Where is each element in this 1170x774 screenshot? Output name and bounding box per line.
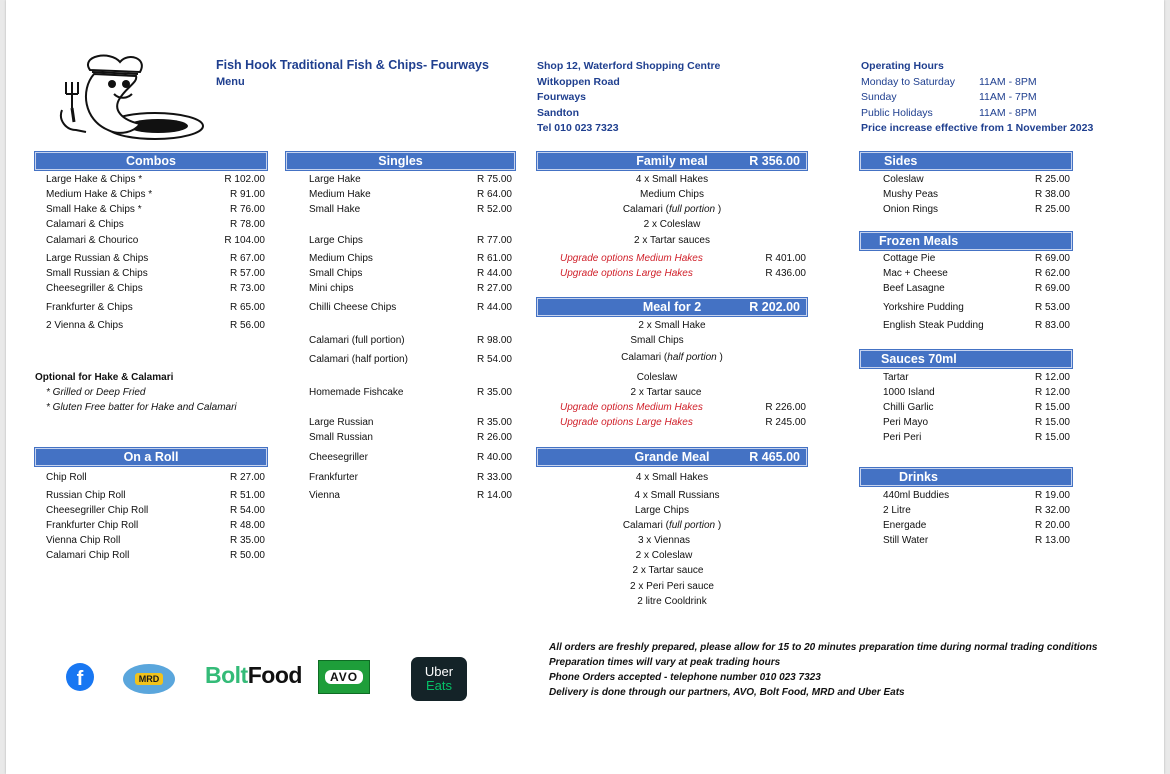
menu-item-price: R 51.00 [229,490,265,501]
meal-component: 2 x Tartar sauces [634,235,710,246]
meal-component-text: Calamari ( [621,352,668,363]
menu-item-price: R 54.00 [229,505,265,516]
upgrade-price: R 245.00 [765,417,806,428]
menu-item-name: Large Hake & Chips * [46,174,143,185]
order-note: Preparation times will vary at peak trading hours [549,657,781,668]
menu-item-price: R 83.00 [1034,320,1070,331]
menu-item-price: R 52.00 [476,204,512,215]
menu-item-name: English Steak Pudding [883,320,984,331]
menu-item-price: R 26.00 [476,432,512,443]
menu-item-price: R 15.00 [1034,417,1070,428]
menu-item-name: Calamari Chip Roll [46,550,130,561]
phone-line: Tel 010 023 7323 [537,122,619,134]
menu-item-name: 2 Vienna & Chips [46,320,124,331]
section-price: R 202.00 [749,300,800,314]
meal-component: Medium Chips [640,189,704,200]
menu-item-name: Mac + Cheese [883,268,948,279]
menu-item-price: R 12.00 [1034,387,1070,398]
meal-component: Large Chips [635,505,689,516]
menu-item-name: Energade [883,520,927,531]
menu-item-name: Chilli Garlic [883,402,934,413]
menu-item-name: Yorkshire Pudding [883,302,964,313]
menu-item-name: Vienna [309,490,340,501]
price-notice: Price increase effective from 1 November 2023 [861,122,1094,134]
address-line: Sandton [537,107,579,119]
menu-item-price: R 50.00 [229,550,265,561]
menu-item-name: Mini chips [309,283,354,294]
menu-item-name: Small Chips [309,268,363,279]
menu-item-price: R 76.00 [229,204,265,215]
mrd-logo-text: MRD [135,673,164,685]
menu-item-price: R 38.00 [1034,189,1070,200]
hours-time: 11AM - 8PM [979,107,1037,119]
menu-item-price: R 25.00 [1034,174,1070,185]
upgrade-option: Upgrade options Medium Hakes [560,253,703,264]
menu-item-price: R 33.00 [476,472,512,483]
menu-item-name: Coleslaw [883,174,924,185]
menu-item-price: R 35.00 [229,535,265,546]
menu-item-name: 1000 Island [883,387,935,398]
facebook-glyph: f [76,667,84,690]
menu-item-name: Cheesegriller & Chips [46,283,143,294]
meal-component: 2 x Coleslaw [643,219,701,230]
portion-close: ) [715,204,722,215]
menu-item-name: Frankfurter & Chips [46,302,133,313]
sauces-header [860,350,1072,368]
meal-component [537,352,807,364]
menu-item-price: R 61.00 [476,253,512,264]
hours-time: 11AM - 8PM [979,76,1037,88]
facebook-icon[interactable] [66,663,94,691]
menu-item-name: Calamari (full portion) [309,335,405,346]
menu-item-price: R 40.00 [476,452,512,463]
menu-item-name: Large Russian & Chips [46,253,149,264]
menu-item-price: R 35.00 [476,387,512,398]
meal-component: 3 x Viennas [637,535,691,546]
portion-note: full portion [668,520,716,531]
singles-header [286,152,515,170]
optional-note: * Gluten Free batter for Hake and Calamari [46,402,237,413]
menu-item-price: R 75.00 [476,174,512,185]
restaurant-title: Fish Hook Traditional Fish & Chips- Fourways [216,58,489,72]
meal-component: 2 x Tartar sauce [630,387,702,398]
menu-item-price: R 69.00 [1034,283,1070,294]
menu-item-name: Russian Chip Roll [46,490,126,501]
meal-component: 4 x Small Hakes [635,174,709,185]
meal-for-2-header [537,298,807,316]
menu-item-price: R 48.00 [229,520,265,531]
meal-component: 4 x Small Hakes [635,472,709,483]
menu-item-name: Small Russian [309,432,373,443]
menu-item-name: Vienna Chip Roll [46,535,121,546]
menu-item-price: R 78.00 [229,219,265,230]
section-title: Singles [378,154,423,168]
section-title: Sides [884,154,918,168]
menu-item-name: Beef Lasagne [883,283,945,294]
hours-time: 11AM - 7PM [979,91,1037,103]
food-text: Food [247,662,302,688]
menu-item-name: Small Russian & Chips [46,268,148,279]
portion-note: full portion [668,204,716,215]
menu-item-name: Homemade Fishcake [309,387,404,398]
section-price: R 356.00 [749,154,800,168]
menu-item-price: R 104.00 [224,235,265,246]
menu-item-name: Medium Hake & Chips * [46,189,153,200]
menu-item-price: R 53.00 [1034,302,1070,313]
menu-item-price: R 91.00 [229,189,265,200]
portion-close: ) [716,352,723,363]
menu-item-price: R 25.00 [1034,204,1070,215]
menu-item-price: R 102.00 [224,174,265,185]
meal-component: 2 x Coleslaw [635,550,693,561]
meal-component: 2 x Peri Peri sauce [630,581,714,592]
meal-component: 4 x Small Russians [634,490,720,501]
upgrade-option: Upgrade options Large Hakes [560,417,693,428]
upgrade-price: R 226.00 [765,402,806,413]
hours-day: Monday to Saturday [861,76,955,88]
menu-item-price: R 56.00 [229,320,265,331]
menu-item-price: R 57.00 [229,268,265,279]
menu-item-name: Tartar [883,372,909,383]
mrd-logo[interactable] [123,664,175,694]
menu-item-name: Medium Hake [309,189,371,200]
meal-component [537,520,807,532]
family-meal-header [537,152,807,170]
meal-component [537,204,807,216]
sides-header [860,152,1072,170]
menu-item-name: Calamari & Chips [46,219,124,230]
menu-item-name: Large Chips [309,235,363,246]
menu-item-price: R 62.00 [1034,268,1070,279]
section-title: Frozen Meals [879,234,959,248]
menu-item-name: Small Hake & Chips * [46,204,142,215]
menu-item-price: R 12.00 [1034,372,1070,383]
order-note: Delivery is done through our partners, AVO, Bolt Food, MRD and Uber Eats [549,687,905,698]
menu-item-name: 2 Litre [883,505,911,516]
menu-item-price: R 98.00 [476,335,512,346]
menu-item-price: R 14.00 [476,490,512,501]
meal-component-text: Calamari ( [622,204,669,215]
menu-item-name: Peri Peri [883,432,922,443]
address-line: Fourways [537,91,587,103]
menu-item-name: Chilli Cheese Chips [309,302,397,313]
order-note: Phone Orders accepted - telephone number 010 023 7323 [549,672,821,683]
menu-item-price: R 64.00 [476,189,512,200]
section-title: Sauces 70ml [881,352,957,366]
menu-page [6,0,1164,774]
chef-fish-logo [50,50,210,145]
menu-item-price: R 44.00 [476,302,512,313]
menu-item-name: 440ml Buddies [883,490,950,501]
meal-component: 2 litre Cooldrink [637,596,707,607]
menu-item-name: Large Hake [309,174,361,185]
menu-item-price: R 15.00 [1034,432,1070,443]
hours-day: Public Holidays [861,107,933,119]
menu-item-name: Calamari & Chourico [46,235,139,246]
menu-subtitle: Menu [216,76,245,88]
menu-item-name: Peri Mayo [883,417,929,428]
menu-item-name: Frankfurter [309,472,358,483]
menu-item-name: Onion Rings [883,204,939,215]
menu-item-price: R 35.00 [476,417,512,428]
menu-item-name: Cheesegriller [309,452,368,463]
menu-item-price: R 69.00 [1034,253,1070,264]
menu-item-price: R 77.00 [476,235,512,246]
menu-item-price: R 20.00 [1034,520,1070,531]
menu-item-price: R 54.00 [476,354,512,365]
menu-item-name: Cottage Pie [883,253,936,264]
menu-item-name: Large Russian [309,417,374,428]
hours-day: Sunday [861,91,897,103]
eats-text: Eats [425,678,452,693]
menu-item-price: R 27.00 [476,283,512,294]
section-title: Meal for 2 [642,300,702,314]
address-line: Witkoppen Road [537,76,620,88]
grande-meal-header [537,448,807,466]
order-note: All orders are freshly prepared, please allow for 15 to 20 minutes preparation time during normal trading conditions [549,642,1098,653]
meal-component-text: Calamari ( [622,520,669,531]
optional-note: * Grilled or Deep Fried [46,387,146,398]
section-title: On a Roll [123,450,179,464]
menu-item-name: Chip Roll [46,472,87,483]
upgrade-option: Upgrade options Large Hakes [560,268,693,279]
menu-item-name: Cheesegriller Chip Roll [46,505,149,516]
menu-item-name: Calamari (half portion) [309,354,408,365]
portion-close: ) [715,520,722,531]
operating-hours-title: Operating Hours [861,60,944,72]
upgrade-option: Upgrade options Medium Hakes [560,402,703,413]
menu-item-price: R 32.00 [1034,505,1070,516]
combos-header [35,152,267,170]
meal-component: Coleslaw [636,372,678,383]
avo-logo-text: AVO [325,670,363,684]
section-title: Grande Meal [634,450,710,464]
section-title: Drinks [899,470,938,484]
uber-text: Uber [424,664,454,679]
menu-item-price: R 67.00 [229,253,265,264]
menu-item-price: R 44.00 [476,268,512,279]
menu-item-price: R 19.00 [1034,490,1070,501]
bolt-text: Bolt [205,662,248,688]
menu-item-name: Still Water [883,535,929,546]
uber-eats-logo[interactable] [411,657,467,701]
bolt-food-logo[interactable] [205,662,302,689]
meal-component: 2 x Small Hake [638,320,706,331]
menu-item-price: R 73.00 [229,283,265,294]
section-price: R 465.00 [749,450,800,464]
menu-item-name: Frankfurter Chip Roll [46,520,139,531]
meal-component: Small Chips [630,335,684,346]
upgrade-price: R 401.00 [765,253,806,264]
menu-item-price: R 65.00 [229,302,265,313]
drinks-header [860,468,1072,486]
on-a-roll-header [35,448,267,466]
section-title: Family meal [636,154,708,168]
menu-item-price: R 13.00 [1034,535,1070,546]
upgrade-price: R 436.00 [765,268,806,279]
avo-logo[interactable] [318,660,370,694]
address-line: Shop 12, Waterford Shopping Centre [537,60,721,72]
menu-item-price: R 27.00 [229,472,265,483]
menu-item-price: R 15.00 [1034,402,1070,413]
menu-item-name: Medium Chips [309,253,373,264]
portion-note: half portion [667,352,717,363]
frozen-meals-header [860,232,1072,250]
section-title: Combos [126,154,176,168]
meal-component: 2 x Tartar sauce [632,565,704,576]
menu-item-name: Mushy Peas [883,189,939,200]
menu-item-name: Small Hake [309,204,361,215]
optional-title: Optional for Hake & Calamari [35,372,174,383]
